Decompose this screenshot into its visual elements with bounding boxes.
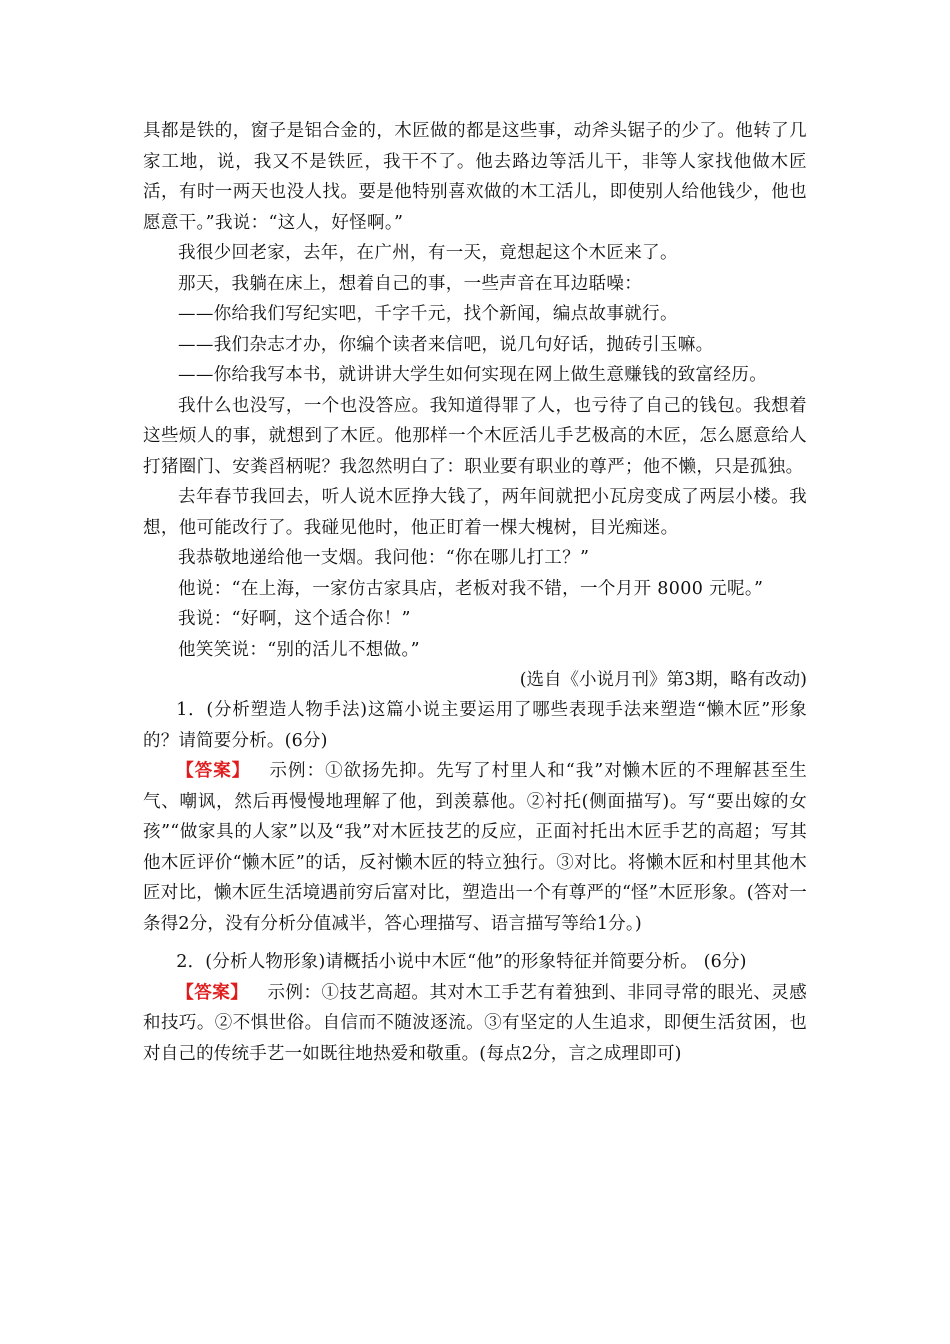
story-paragraph: 他笑笑说：“别的活儿不想做。” <box>178 639 420 660</box>
story-paragraph: 具都是铁的，窗子是铝合金的，木匠做的都是这些事，动斧头锯子的少了。他转了几家工地，说，我又不是铁匠，我干不了。他去路边等活儿干，非等人家找他做木匠活，有时一两天也没人找。要是他特别喜欢做的木工活儿，即使别人给他钱少，他也愿意干。”我说：“这人，好怪啊。” <box>143 121 807 233</box>
answer-label: 【答案】 <box>176 761 251 781</box>
question-block-2 <box>143 947 807 1069</box>
story-paragraph: 我很少回老家，去年，在广州，有一天，竟想起这个木匠来了。 <box>178 243 678 263</box>
story-text <box>143 116 807 665</box>
document-page <box>143 116 807 1069</box>
question-text: 1．(分析塑造人物手法)这篇小说主要运用了哪些表现手法来塑造“懒木匠”形象的？请简要分析。(6分) <box>143 700 807 751</box>
source-citation: (选自《小说月刊》第3期，略有改动) <box>519 670 807 690</box>
story-paragraph: 去年春节我回去，听人说木匠挣大钱了，两年间就把小瓦房变成了两层小楼。我想，他可能改行了。我碰见他时，他正盯着一棵大槐树，目光痴迷。 <box>143 487 807 538</box>
story-paragraph: ——你给我们写纪实吧，千字千元，找个新闻，编点故事就行。 <box>178 304 678 324</box>
story-paragraph: ——我们杂志才办，你编个读者来信吧，说几句好话，抛砖引玉嘛。 <box>178 334 714 355</box>
story-paragraph: ——你给我写本书，就讲讲大学生如何实现在网上做生意赚钱的致富经历。 <box>178 365 768 385</box>
question-block-1 <box>143 695 807 939</box>
answer-label: 【答案】 <box>176 982 249 1003</box>
story-paragraph: 他说：“在上海，一家仿古家具店，老板对我不错，一个月开 8000 元呢。” <box>178 578 764 599</box>
answer-body: 示例：①欲扬先抑。先写了村里人和“我”对懒木匠的不理解甚至生气、嘲讽，然后再慢慢地理解了他，到羡慕他。②衬托(侧面描写)。写“要出嫁的女孩”“做家具的人家”以及“我”对木匠技艺的反应，正面衬托出木匠手艺的高超；写其他木匠评价“懒木匠”的话，反衬懒木匠的特立独行。③对比。将懒木匠和村里其他木匠对比，懒木匠生活境遇前穷后富对比，塑造出一个有尊严的“怪”木匠形象。(答对一条得2分，没有分析分值减半，答心理描写、语言描写等给1分。) <box>143 761 807 934</box>
story-paragraph: 我恭敬地递给他一支烟。我问他：“你在哪儿打工？” <box>178 548 590 568</box>
story-paragraph: 那天，我躺在床上，想着自己的事，一些声音在耳边聒噪： <box>178 273 643 294</box>
story-paragraph: 我说：“好啊，这个适合你！” <box>178 609 411 629</box>
answer-text <box>143 756 807 939</box>
story-paragraph: 我什么也没写，一个也没答应。我知道得罪了人，也亏待了自己的钱包。我想着这些烦人的事，就想到了木匠。他那样一个木匠活儿手艺极高的木匠，怎么愿意给人打猪圈门、安粪舀柄呢？我忽然明白了：职业要有职业的尊严；他不懒，只是孤独。 <box>143 395 807 477</box>
question-text: 2．(分析人物形象)请概括小说中木匠“他”的形象特征并简要分析。 (6分) <box>176 952 747 972</box>
answer-body: 示例：①技艺高超。其对木工手艺有着独到、非同寻常的眼光、灵感和技巧。②不惧世俗。自信而不随波逐流。③有坚定的人生追求，即便生活贫困，也对自己的传统手艺一如既往地热爱和敬重。(每点2分，言之成理即可) <box>143 982 807 1064</box>
answer-text <box>143 978 807 1070</box>
